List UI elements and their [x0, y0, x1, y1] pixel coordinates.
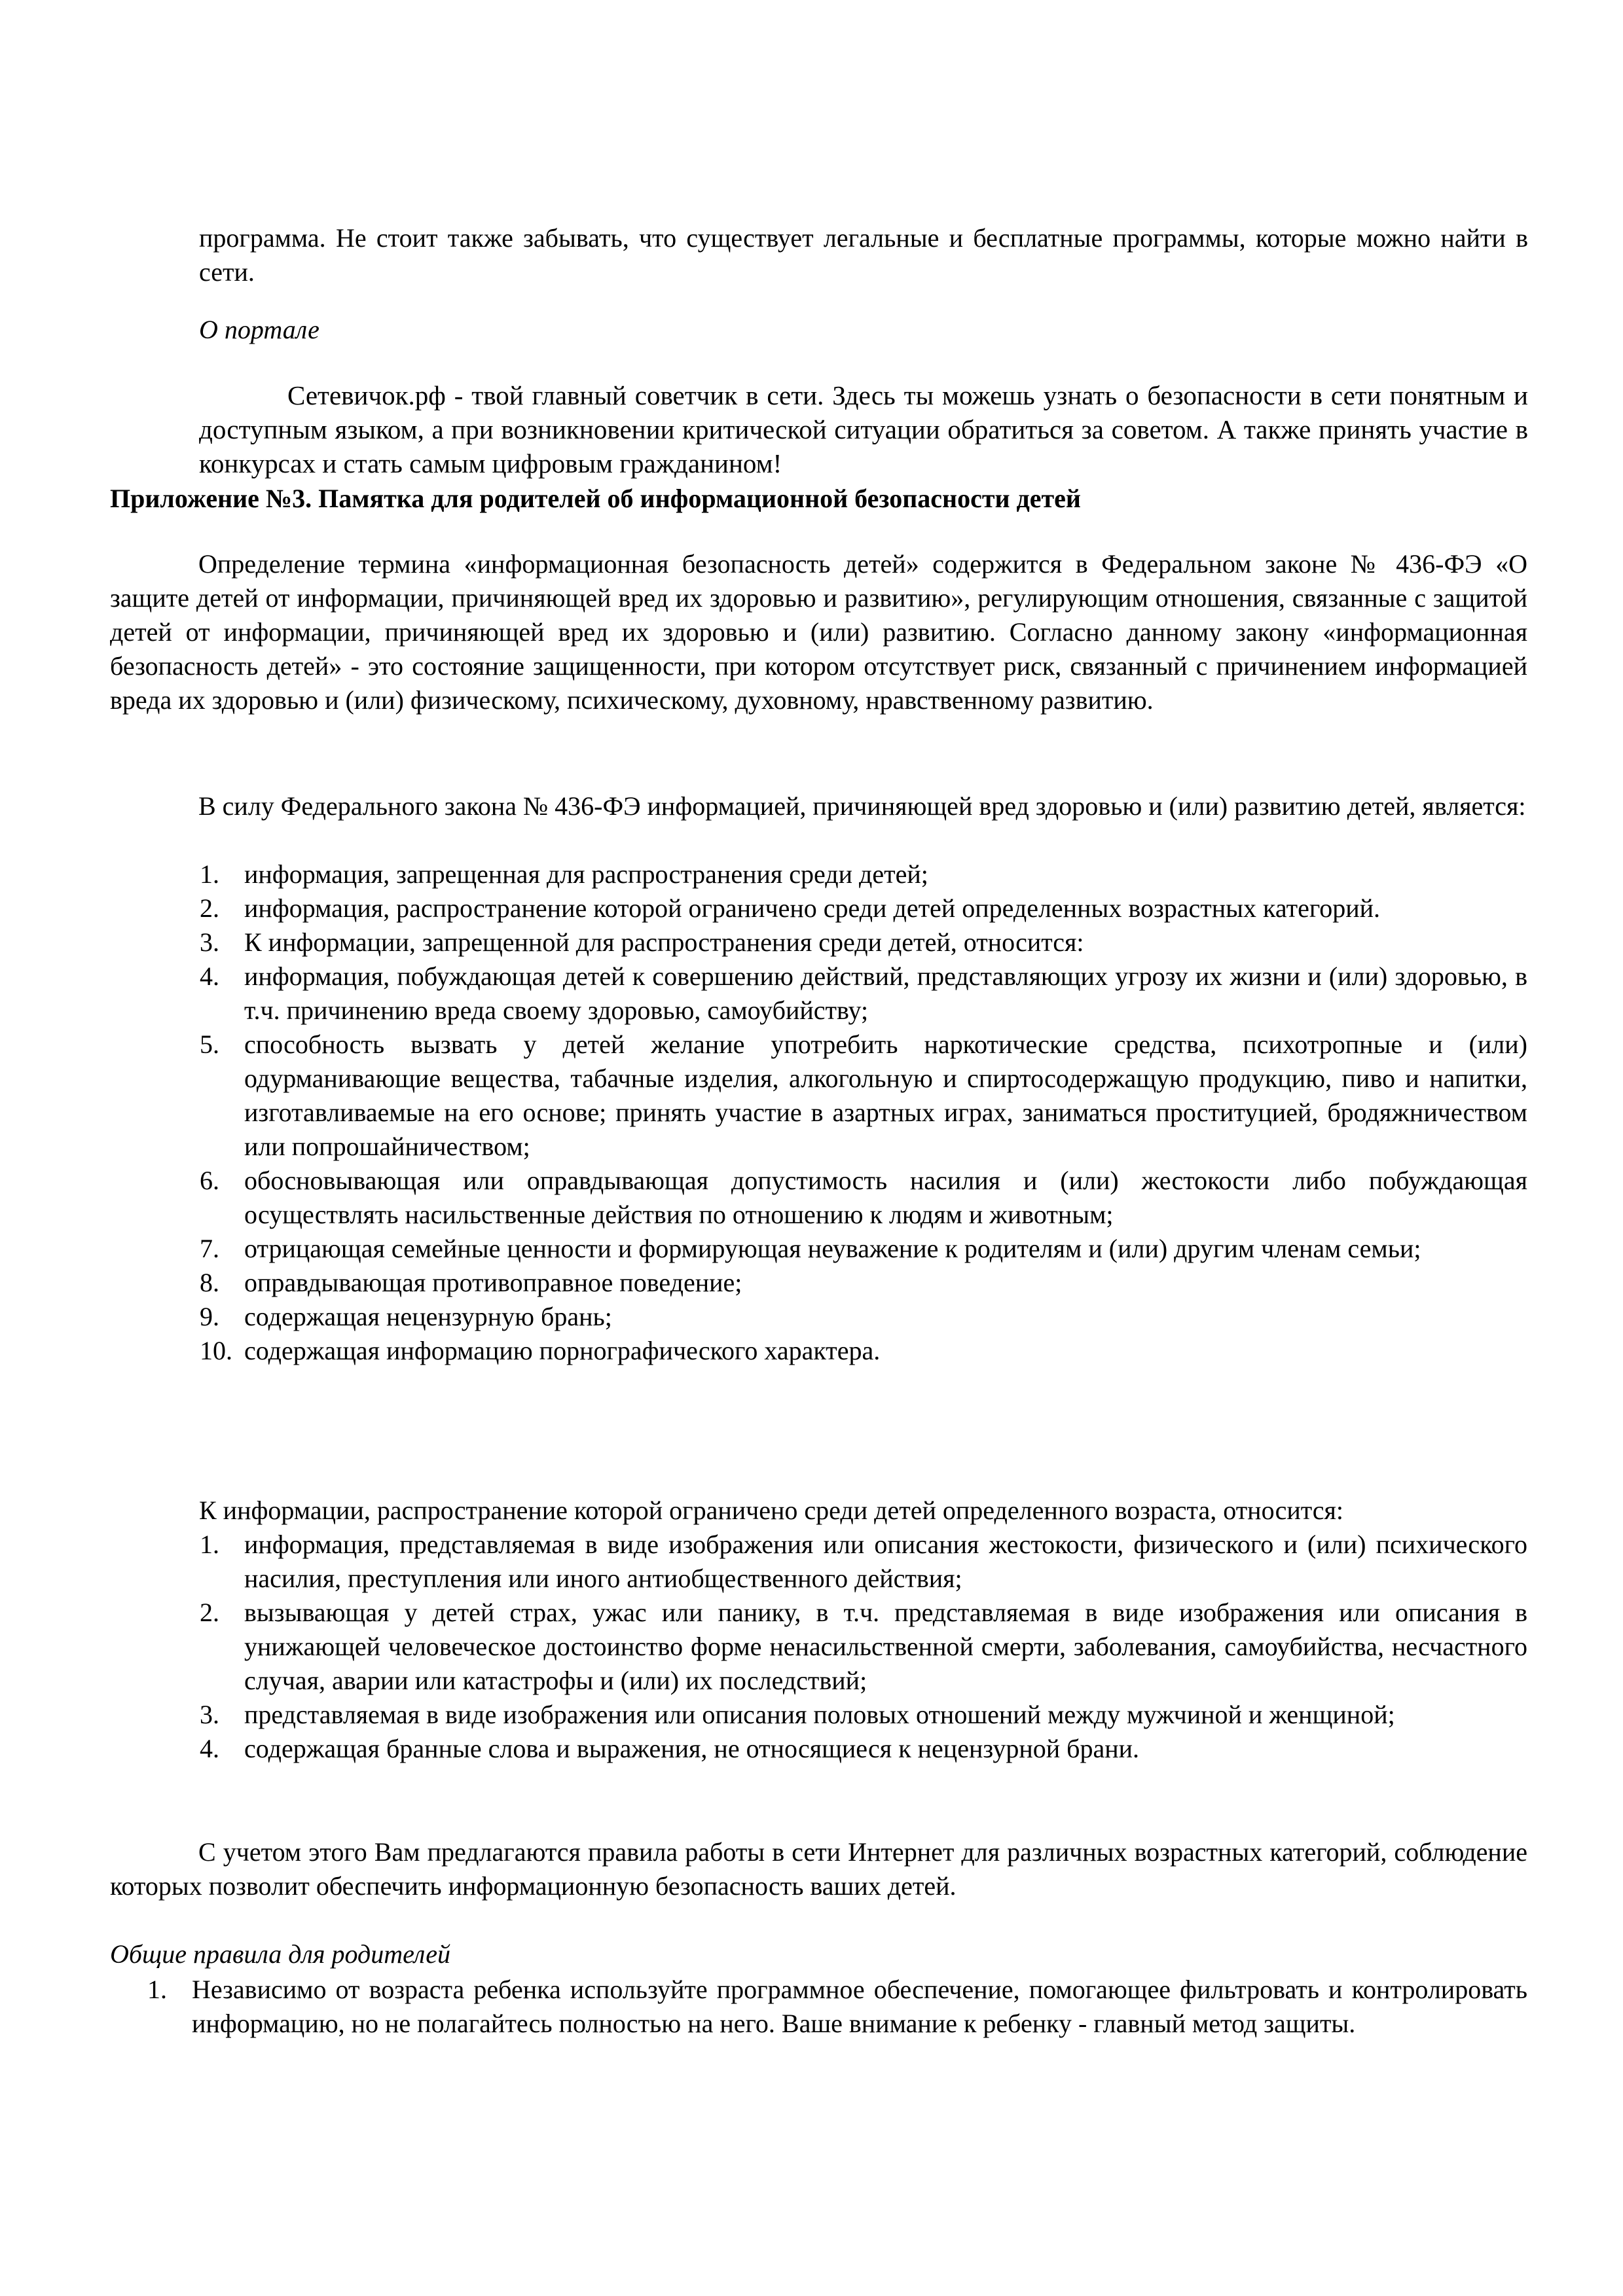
list-text: информация, распространение которой ограничено среди детей определенных возрастных категорий. — [244, 893, 1381, 923]
list-text: информация, представляемая в виде изображения или описания жестокости, физического и (или) психического насилия, преступления или иного антиобщественного действия; — [244, 1530, 1527, 1593]
list-item — [200, 1698, 1527, 1732]
intro-continuation: программа. Не стоит также забывать, что существует легальные и бесплатные программы, которые можно найти в сети. — [199, 223, 1528, 287]
list-number: 1. — [200, 1530, 219, 1559]
list-item — [200, 1028, 1527, 1164]
list-number: 9. — [200, 1302, 219, 1331]
list-number: 3. — [200, 927, 219, 957]
appendix-title: Приложение №3. Памятка для родителей об информационной безопасности детей — [110, 484, 1081, 513]
list-number: 1. — [147, 1975, 167, 2004]
definition-paragraph: Определение термина «информационная безопасность детей» содержится в Федеральном законе № 436-ФЭ «О защите детей от информации, причиняющей вред их здоровью и развитию», регулирующим отношения, связанные с защитой детей от информации, причиняющей вред их здоровью и (или) развитию. Согласно данному закону «информационная безопасность детей» - это состояние защищенности, при котором отсутствует риск, связанный с причинением информацией вреда их здоровью и (или) физическому, психическому, духовному, нравственному развитию. — [110, 549, 1527, 715]
portal-heading: О портале — [199, 315, 319, 344]
restricted-intro: К информации, распространение которой ограничено среди детей определенного возраста, относится: — [199, 1496, 1343, 1525]
list-number: 5. — [200, 1030, 219, 1059]
list-text: содержащая нецензурную брань; — [244, 1302, 612, 1331]
list-text: информация, побуждающая детей к совершению действий, представляющих угрозу их жизни и (или) здоровью, в т.ч. причинению вреда своему здоровью, самоубийству; — [244, 961, 1527, 1025]
list-item — [200, 891, 1527, 925]
list-item — [200, 1732, 1527, 1766]
list-number: 7. — [200, 1234, 219, 1263]
harmful-intro: В силу Федерального закона № 436-ФЭ информацией, причиняющей вред здоровью и (или) развитию детей, является: — [198, 791, 1526, 821]
harmful-info-list — [200, 857, 1527, 1368]
restricted-info-list — [200, 1528, 1527, 1766]
list-text: отрицающая семейные ценности и формирующая неуважение к родителям и (или) другим членам семьи; — [244, 1234, 1421, 1263]
list-item — [200, 1596, 1527, 1698]
list-text: информация, запрещенная для распространения среди детей; — [244, 859, 928, 889]
list-item — [200, 925, 1527, 960]
portal-text: Сетевичок.рф - твой главный советчик в сети. Здесь ты можешь узнать о безопасности в сети понятным и доступным языком, а при возникновении критической ситуации обратиться за советом. А также принять участие в конкурсах и стать самым цифровым гражданином! — [199, 380, 1528, 478]
general-rules-heading: Общие правила для родителей — [110, 1939, 451, 1969]
list-number: 3. — [200, 1700, 219, 1729]
list-number: 1. — [200, 859, 219, 889]
list-text: содержащая информацию порнографического характера. — [244, 1336, 881, 1365]
list-number: 2. — [200, 1598, 219, 1627]
list-number: 4. — [200, 1734, 219, 1763]
list-item — [200, 1300, 1527, 1334]
list-number: 10. — [200, 1336, 232, 1365]
list-text: способность вызвать у детей желание употребить наркотические средства, психотропные и (или) одурманивающие вещества, табачные изделия, алкогольную и спиртосодержащую продукцию, пиво и напитки, изготавливаемые на его основе; принять участие в азартных играх, заниматься проституцией, бродяжничеством или попрошайничеством; — [244, 1030, 1527, 1161]
list-item — [200, 1164, 1527, 1232]
general-rules-list — [147, 1973, 1527, 2041]
list-text: вызывающая у детей страх, ужас или панику, в т.ч. представляемая в виде изображения или описания в унижающей человеческое достоинство форме ненасильственной смерти, заболевания, самоубийства, несчастного случая, аварии или катастрофы и (или) их последствий; — [244, 1598, 1527, 1695]
rules-intro: С учетом этого Вам предлагаются правила работы в сети Интернет для различных возрастных категорий, соблюдение которых позволит обеспечить информационную безопасность ваших детей. — [110, 1837, 1527, 1901]
list-number: 6. — [200, 1166, 219, 1195]
list-text: представляемая в виде изображения или описания половых отношений между мужчиной и женщиной; — [244, 1700, 1395, 1729]
list-number: 2. — [200, 893, 219, 923]
list-item — [200, 857, 1527, 891]
list-item — [200, 1266, 1527, 1300]
list-number: 4. — [200, 961, 219, 991]
list-text: содержащая бранные слова и выражения, не относящиеся к нецензурной брани. — [244, 1734, 1140, 1763]
list-item — [200, 1334, 1527, 1368]
list-item — [200, 960, 1527, 1028]
list-number: 8. — [200, 1268, 219, 1297]
list-item — [200, 1528, 1527, 1596]
list-text: оправдывающая противоправное поведение; — [244, 1268, 742, 1297]
list-text: К информации, запрещенной для распространения среди детей, относится: — [244, 927, 1084, 957]
list-text: Независимо от возраста ребенка используйте программное обеспечение, помогающее фильтровать и контролировать информацию, но не полагайтесь полностью на него. Ваше внимание к ребенку - главный метод защиты. — [192, 1975, 1527, 2038]
list-item — [200, 1232, 1527, 1266]
list-text: обосновывающая или оправдывающая допустимость насилия и (или) жестокости либо побуждающая осуществлять насильственные действия по отношению к людям и животным; — [244, 1166, 1527, 1229]
list-item — [147, 1973, 1527, 2041]
